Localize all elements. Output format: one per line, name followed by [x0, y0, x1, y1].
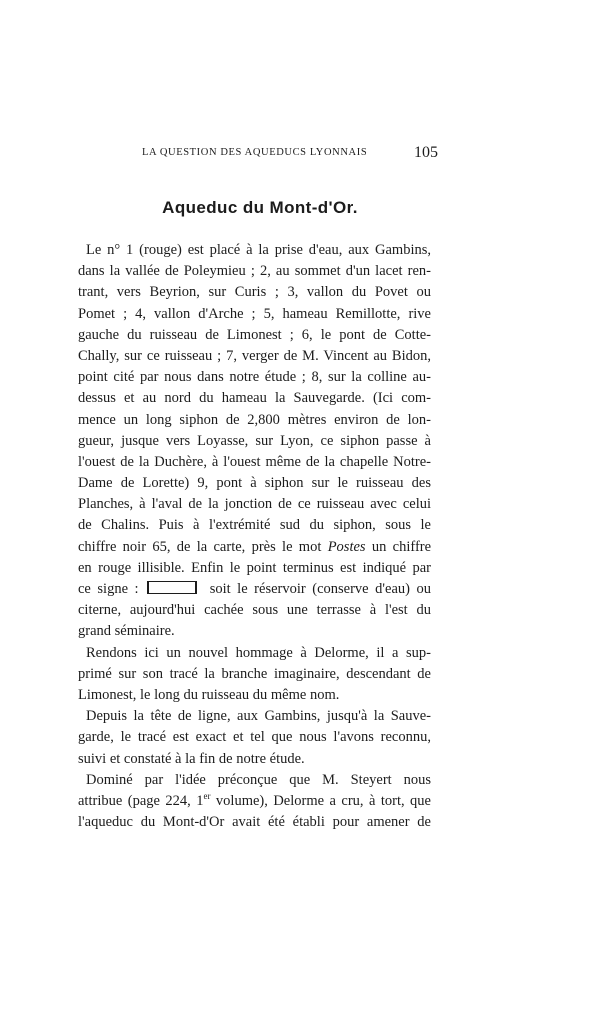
- text-line: Dominé par l'idée préconçue que M. Steyert nous: [86, 771, 431, 788]
- reservoir-symbol-icon: [147, 581, 197, 594]
- text-segment: un chiffre: [371, 538, 432, 555]
- text-segment: attribue (page 224, 1: [78, 792, 204, 809]
- superscript: er: [203, 791, 211, 802]
- italic-word: Postes: [327, 538, 366, 555]
- text-line: point cité par nous dans notre étude ; 8, sur la colline au-: [78, 369, 431, 386]
- text-line: citerne, aujourd'hui cachée sous une terrasse à l'est du: [78, 602, 431, 619]
- text-line: Pomet ; 4, vallon d'Arche ; 5, hameau Remillotte, rive: [78, 305, 431, 322]
- text-line: mence un long siphon de 2,800 mètres environ de lon-: [78, 411, 431, 428]
- text-line: en rouge illisible. Enfin le point terminus est indiqué par: [78, 559, 431, 576]
- page-number: 105: [414, 144, 438, 161]
- text-line: gueur, jusque vers Loyasse, sur Lyon, ce siphon passe à: [78, 432, 431, 449]
- text-line: Depuis la tête de ligne, aux Gambins, jusqu'à la Sauve-: [86, 708, 431, 725]
- page-header: [142, 144, 438, 166]
- text-line: de Chalins. Puis à l'extrémité sud du siphon, sous le: [78, 517, 431, 534]
- text-segment: ce signe :: [78, 581, 139, 597]
- text-line: l'aqueduc du Mont-d'Or avait été établi pour amener de: [78, 814, 431, 831]
- text-line: Le n° 1 (rouge) est placé à la prise d'eau, aux Gambins,: [86, 242, 431, 258]
- text-line: [78, 579, 431, 600]
- text-line: dessus et au nord du hameau la Sauvegarde. (Ici com-: [78, 390, 431, 407]
- text-line: suivi et constaté à la fin de notre étude.: [78, 750, 305, 767]
- text-line: Rendons ici un nouvel hommage à Delorme, il a sup-: [86, 644, 431, 661]
- text-line: gauche du ruisseau de Limonest ; 6, le pont de Cotte-: [78, 326, 431, 343]
- text-line: [78, 791, 431, 812]
- text-line: Dame de Lorette) 9, pont à siphon sur le ruisseau des: [78, 475, 431, 492]
- text-line: trant, vers Beyrion, sur Curis ; 3, vallon du Povet ou: [78, 284, 431, 301]
- text-segment: chiffre noir 65, de la carte, près le mot: [78, 538, 322, 555]
- section-title: Aqueduc du Mont-d'Or.: [162, 198, 358, 217]
- text-segment: volume), Delorme a cru, à tort, que: [215, 792, 431, 809]
- text-segment: soit le réservoir (conserve d'eau) ou: [209, 581, 432, 597]
- body-text: [78, 240, 431, 833]
- running-head: LA QUESTION DES AQUEDUCS LYONNAIS: [142, 147, 368, 158]
- text-line: grand séminaire.: [78, 623, 175, 640]
- text-line: Limonest, le long du ruisseau du même nom.: [78, 686, 340, 703]
- text-line: Chally, sur ce ruisseau ; 7, verger de M. Vincent au Bidon,: [78, 347, 431, 364]
- text-line: primé sur son tracé la branche imaginaire, descendant de: [78, 665, 431, 682]
- text-line: Planches, à l'aval de la jonction de ce ruisseau avec celui: [78, 496, 431, 513]
- text-line: [78, 537, 431, 558]
- text-line: dans la vallée de Poleymieu ; 2, au sommet d'un lacet ren-: [78, 263, 431, 280]
- text-line: garde, le tracé est exact et tel que nous l'avons reconnu,: [78, 729, 431, 746]
- text-line: l'ouest de la Duchère, à l'ouest même de la chapelle Notre-: [78, 453, 431, 470]
